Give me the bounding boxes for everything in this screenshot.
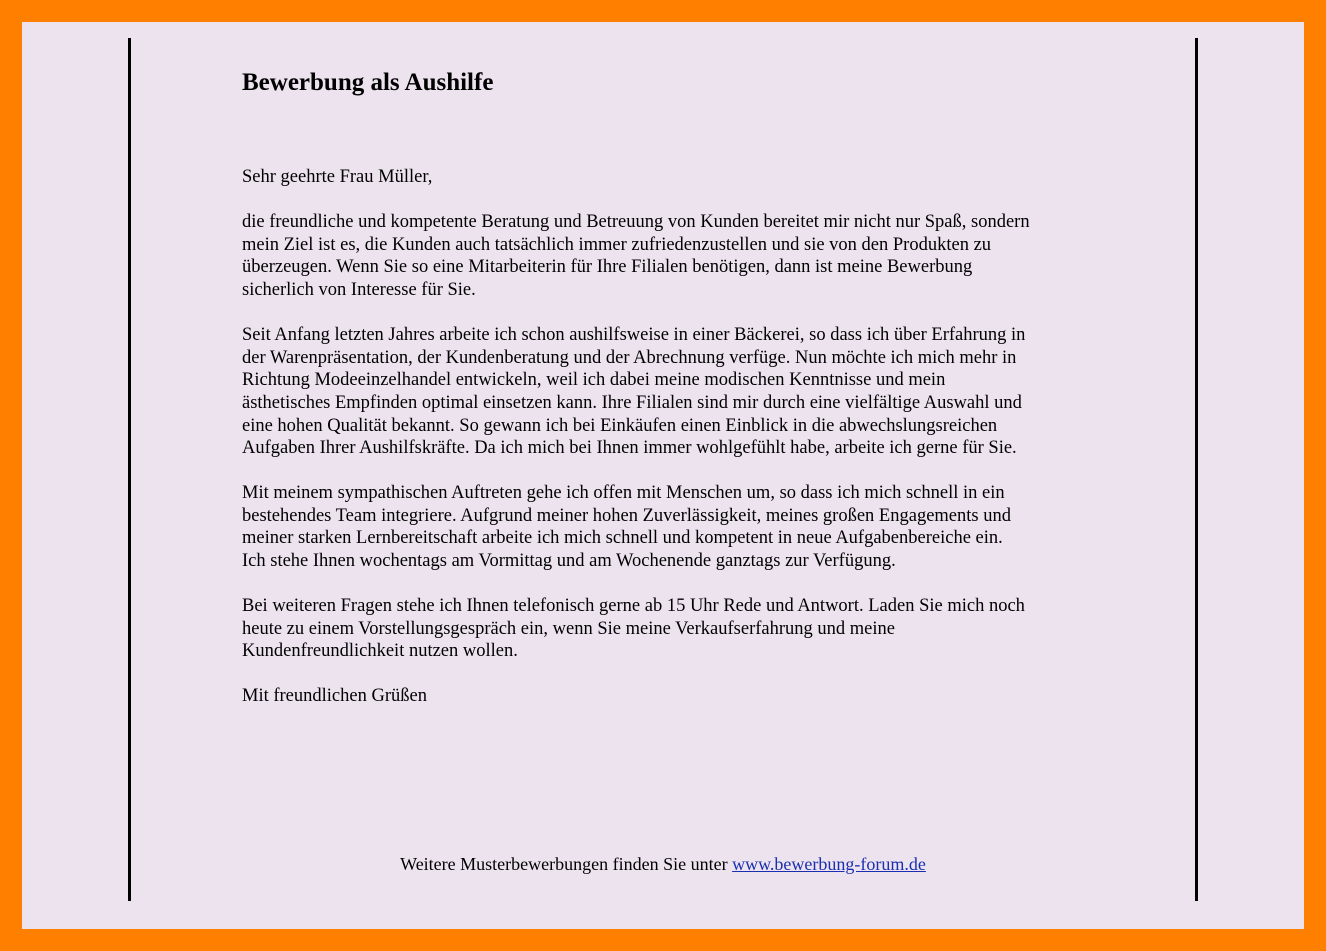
letter-title: Bewerbung als Aushilfe [242,69,494,96]
letter-paragraph-2: Seit Anfang letzten Jahres arbeite ich schon aushilfsweise in einer Bäckerei, so dass ich über Erfahrung in der Warenpräsentation, der Kundenberatung und der Abrechnung verfüge. Nun möchte ich mich mehr in Richtung Modeeinzelhandel entwickeln, weil ich dabei meine modischen Kenntnisse und mein ästhetisches Empfinden optimal einsetzen kann. Ihre Filialen sind mir durch eine vielfältige Auswahl und eine hohen Qualität bekannt. So gewann ich bei Einkäufen einen Einblick in die abwechslungsreichen Aufgaben Ihrer Aushilfskräfte. Da ich mich bei Ihnen immer wohlgefühlt habe, arbeite ich gerne für Sie. [242,324,1026,459]
document-page [22,22,1304,929]
footer-link[interactable]: www.bewerbung-forum.de [732,854,926,874]
right-vertical-rule [1195,38,1198,901]
letter-paragraph-1: die freundliche und kompetente Beratung und Betreuung von Kunden bereitet mir nicht nur Spaß, sondern mein Ziel ist es, die Kunden auch tatsächlich immer zufriedenzustellen und sie von den Produkten zu überzeugen. Wenn Sie so eine Mitarbeiterin für Ihre Filialen benötigen, dann ist meine Bewerbung sicherlich von Interesse für Sie. [242,212,1030,301]
letter-body [242,66,1102,708]
footer-text: Weitere Musterbewerbungen finden Sie unter [400,854,733,874]
letter-paragraph-4: Bei weiteren Fragen stehe ich Ihnen telefonisch gerne ab 15 Uhr Rede und Antwort. Laden Sie mich noch heute zu einem Vorstellungsgespräch ein, wenn Sie meine Verkaufserfahrung und meine Kundenfreundlichkeit nutzen wollen. [242,595,1025,662]
letter-salutation: Sehr geehrte Frau Müller, [242,167,433,187]
letter-closing: Mit freundlichen Grüßen [242,685,427,706]
left-vertical-rule [128,38,131,901]
footer-note [22,852,1304,876]
letter-paragraph-3: Mit meinem sympathischen Auftreten gehe ich offen mit Menschen um, so dass ich mich schnell in ein bestehendes Team integriere. Aufgrund meiner hohen Zuverlässigkeit, meines großen Engagements und meiner starken Lernbereitschaft arbeite ich mich schnell und kompetent in neue Aufgabenbereiche ein. Ich stehe Ihnen wochentags am Vormittag und am Wochenende ganztags zur Verfügung. [242,483,1011,572]
